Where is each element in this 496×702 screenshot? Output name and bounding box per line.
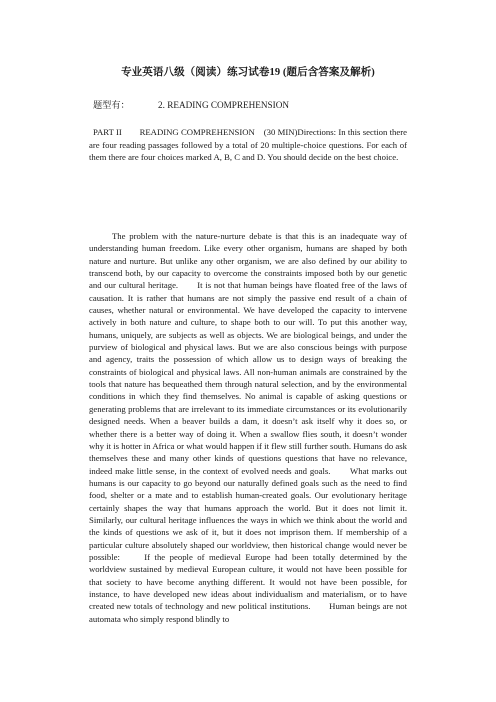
directions-paragraph: PART II READING COMPREHENSION (30 MIN)Directions: In this section there are four reading passages followed by a total of 20 multiple-choice questions. For each of them there are four choices marked A, B, C and D. You should decide on the best choice. [89, 127, 407, 162]
reading-passage: The problem with the nature-nurture debate is that this is an inadequate way of understanding human freedom. Like every other organism, humans are shaped by both nature and nurture. But unlike any other organism, we are also defined by our ability to transcend both, by our capacity to overcome the constraints imposed both by our genetic and our cultural heritage. It is not that human beings have floated free of the laws of causation. It is rather that humans are not simply the passive end result of a chain of causes, whether natural or environmental. We have developed the capacity to intervene actively in both nature and culture, to shape both to our will. To put this another way, humans, uniquely, are subjects as well as objects. We are biological beings, and under the purview of biological and physical laws. But we are also conscious beings with purpose and agency, traits the possession of which allow us to design ways of breaking the constraints of biological and physical laws. All non-human animals are constrained by the tools that nature has bequeathed them through natural selection, and by the environmental conditions in which they find themselves. No animal is capable of asking questions or generating problems that are irrelevant to its immediate circumstances or its evolutionarily designed needs. When a beaver builds a dam, it doesn’t ask itself why it does so, or whether there is a better way of doing it. When a swallow flies south, it doesn’t wonder why it is hotter in Africa or what would happen if it flew still further south. Humans do ask themselves these and many other kinds of questions questions that have no relevance, indeed make little sense, in the context of evolved needs and goals. What marks out humans is our capacity to go beyond our naturally defined goals such as the need to find food, shelter or a mate and to establish human-created goals. Our evolutionary heritage certainly shapes the way that humans approach the world. But it does not limit it. Similarly, our cultural heritage influences the ways in which we think about the world and the kinds of questions we ask of it, but it does not imprison them. If membership of a particular culture absolutely shaped our worldview, then historical change would never be possible: If the people of medieval Europe had been totally determined by the worldview sustained by medieval European culture, it would not have been possible for that society to have become anything different. It would not have been possible, for instance, to have developed new ideas about individualism and materialism, or to have created new totals of technology and new political institutions. Human beings are not automata who simply respond blindly to [89, 231, 425, 624]
document-title: 专业英语八级（阅读）练习试卷19 (题后含答案及解析) [121, 67, 375, 78]
question-type-label: 题型有： [93, 100, 130, 110]
question-type-line [93, 97, 289, 111]
question-type-value: 2. READING COMPREHENSION [158, 100, 289, 110]
